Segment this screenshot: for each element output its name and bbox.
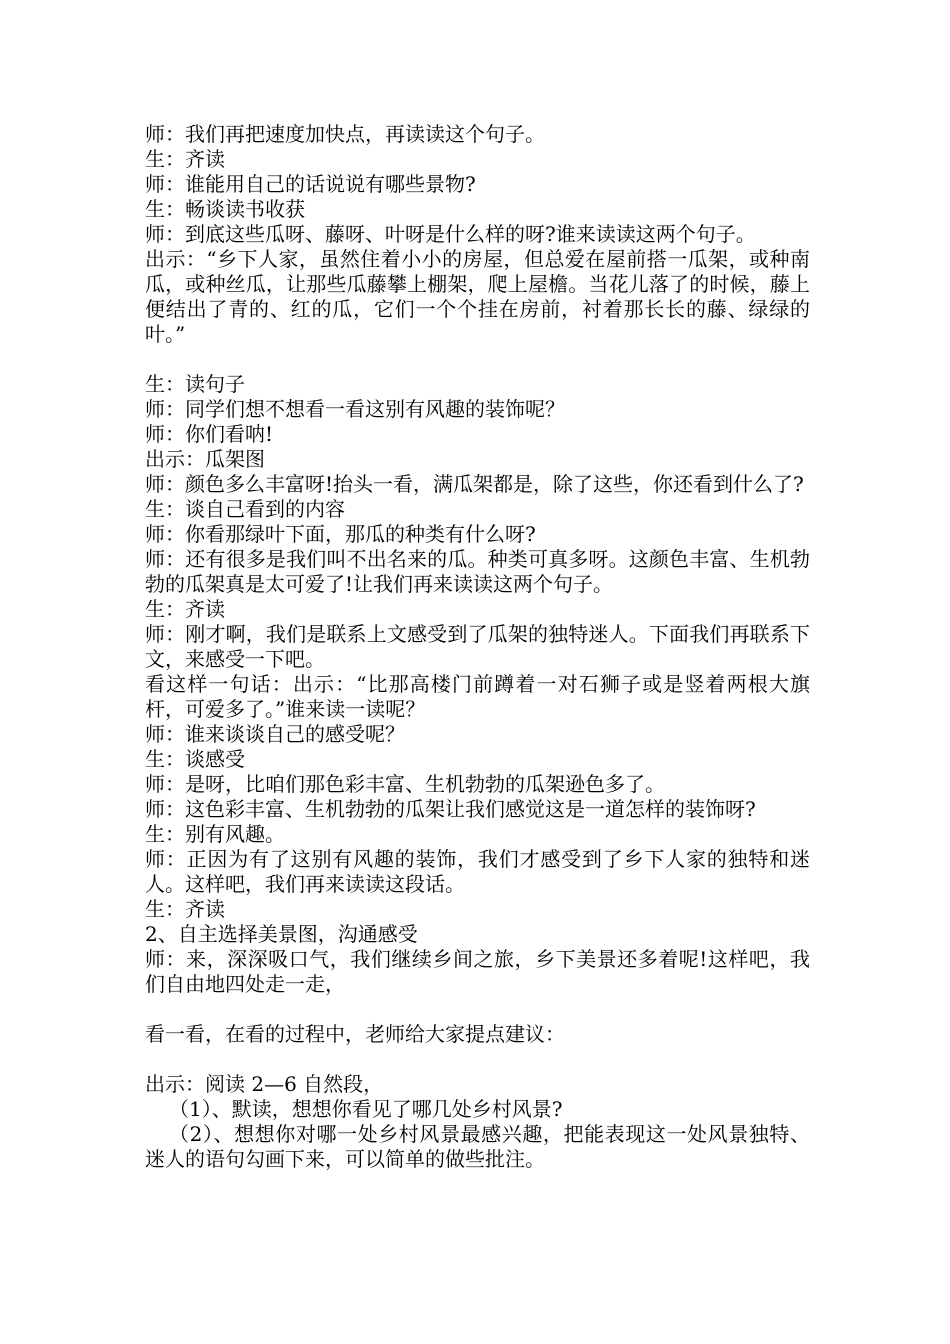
text-line: 师：我们再把速度加快点，再读读这个句子。	[145, 122, 545, 146]
blank-line	[145, 997, 810, 1022]
text-line: 师：颜色多么丰富呀!抬头一看，满瓜架都是，除了这些，你还看到什么了?	[145, 472, 804, 496]
text-line: 生：齐读	[145, 147, 225, 171]
text-line: 生：别有风趣。	[145, 822, 285, 846]
text-line: 师：谁能用自己的话说说有哪些景物?	[145, 172, 476, 196]
text-line: 师：同学们想不想看一看这别有风趣的装饰呢？	[145, 397, 565, 421]
text-line: 看这样一句话：出示：“比那高楼门前蹲着一对石狮子或是竖着两根大旗杆，可爱多了。”谁来读一读呢？	[145, 672, 810, 721]
list-item: （2）、想想你对哪一处乡村风景最感兴趣，把能表现这一处风景独特、迷人的语句勾画下来，可以简单的做些批注。	[145, 1122, 810, 1171]
text-line: 出示：瓜架图	[145, 447, 265, 471]
text-line: 师：刚才啊，我们是联系上文感受到了瓜架的独特迷人。下面我们再联系下文，来感受一下吧。	[145, 622, 810, 671]
text-line: 师：还有很多是我们叫不出名来的瓜。种类可真多呀。这颜色丰富、生机勃勃的瓜架真是太可爱了!让我们再来读读这两个句子。	[145, 547, 810, 596]
text-line: 生：齐读	[145, 897, 225, 921]
text-line: 出示：阅读 2—6 自然段，	[145, 1072, 384, 1096]
text-line: 生：谈自己看到的内容	[145, 497, 345, 521]
blank-line	[145, 347, 810, 372]
section-heading: 2、自主选择美景图，沟通感受	[145, 922, 418, 946]
text-line: 师：正因为有了这别有风趣的装饰，我们才感受到了乡下人家的独特和迷人。这样吧，我们再来读读这段话。	[145, 847, 810, 896]
text-line: 师：是呀，比咱们那色彩丰富、生机勃勃的瓜架逊色多了。	[145, 772, 665, 796]
text-line: 师：到底这些瓜呀、藤呀、叶呀是什么样的呀?谁来读读这两个句子。	[145, 222, 756, 246]
text-line: 师：这色彩丰富、生机勃勃的瓜架让我们感觉这是一道怎样的装饰呀?	[145, 797, 756, 821]
blank-line	[145, 1047, 810, 1072]
text-line: 师：来，深深吸口气，我们继续乡间之旅，乡下美景还多着呢!这样吧，我们自由地四处走一走，	[145, 947, 810, 996]
text-line: 师：你们看呐!	[145, 422, 274, 446]
quoted-passage: 出示：“乡下人家，虽然住着小小的房屋，但总爱在屋前搭一瓜架，或种南瓜，或种丝瓜，让那些瓜藤攀上棚架，爬上屋檐。当花儿落了的时候，藤上便结出了青的、红的瓜，它们一个个挂在房前，衬着那长长的藤、绿绿的叶。”	[145, 247, 810, 346]
text-line: 生：齐读	[145, 597, 225, 621]
list-item: （1）、默读，想想你看见了哪几处乡村风景?	[169, 1097, 563, 1121]
document-body	[145, 122, 810, 1172]
text-line: 生：读句子	[145, 372, 245, 396]
text-line: 师：你看那绿叶下面，那瓜的种类有什么呀?	[145, 522, 536, 546]
text-line: 生：谈感受	[145, 747, 245, 771]
text-line: 看一看，在看的过程中，老师给大家提点建议：	[145, 1022, 565, 1046]
text-line: 生：畅谈读书收获	[145, 197, 305, 221]
text-line: 师：谁来谈谈自己的感受呢？	[145, 722, 405, 746]
